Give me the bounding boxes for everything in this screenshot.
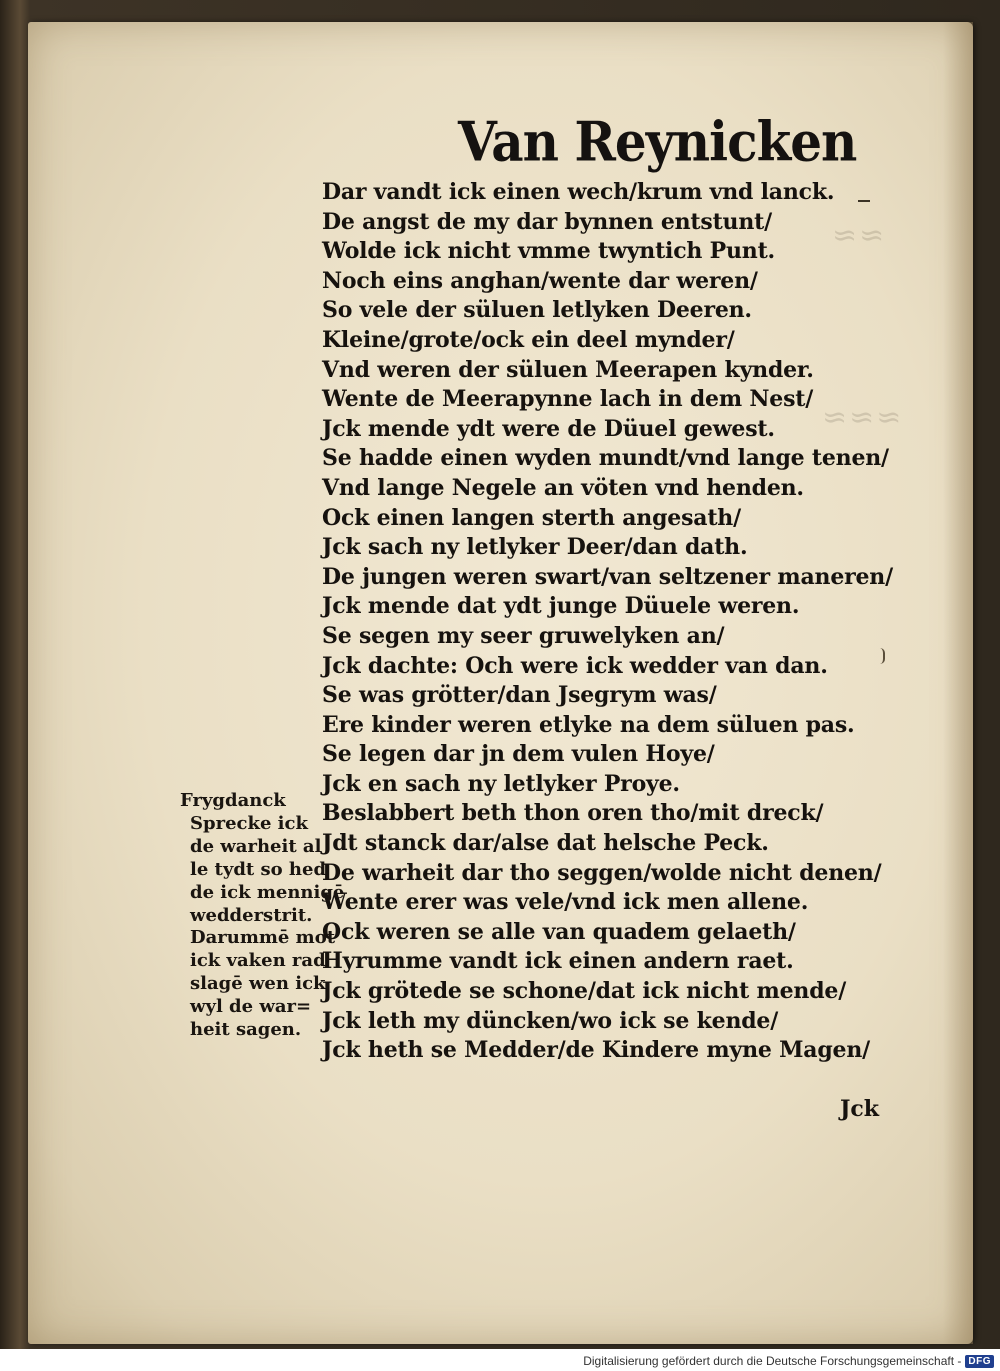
marginal-note-line: wedderstrit. bbox=[190, 904, 313, 926]
verse-line: Ock weren se alle van quadem gelaeth/ bbox=[322, 918, 796, 945]
verse-line: Jck mende ydt were de Düuel gewest. bbox=[322, 415, 775, 442]
footer-credit bbox=[583, 1354, 994, 1368]
dfg-logo-icon: DFG bbox=[965, 1355, 994, 1368]
marginal-note-line: Frygdanck bbox=[180, 790, 286, 811]
verse-line: Wente de Meerapynne lach in dem Nest/ bbox=[322, 386, 814, 413]
verse-line: Jck mende dat ydt junge Düuele weren. bbox=[322, 593, 800, 620]
show-through-ink: ≈≈≈ bbox=[820, 400, 902, 435]
verse-line: Se hadde einen wyden mundt/vnd lange tenen/ bbox=[322, 445, 889, 472]
verse-line: Ere kinder weren etlyke na dem süluen pas. bbox=[322, 711, 855, 738]
verse-line: De jungen weren swart/van seltzener maneren/ bbox=[322, 563, 893, 590]
marginal-note-line: Sprecke ick bbox=[190, 812, 308, 834]
verse-line: Vnd lange Negele an vöten vnd henden. bbox=[322, 474, 804, 501]
verse-line: Hyrumme vandt ick einen andern raet. bbox=[322, 948, 794, 975]
page-shadow-edge bbox=[943, 22, 973, 1344]
verse-line: Noch eins anghan/wente dar weren/ bbox=[322, 267, 758, 294]
verse-line: Se was grötter/dan Jsegrym was/ bbox=[322, 682, 717, 709]
verse-line: Wolde ick nicht vmme twyntich Punt. bbox=[322, 238, 776, 265]
verse-line: Ock einen langen sterth angesath/ bbox=[322, 504, 741, 531]
verse-line: Se segen my seer gruwelyken an/ bbox=[322, 622, 725, 649]
verse-line: Jck en sach ny letlyker Proye. bbox=[322, 770, 680, 797]
verse-block bbox=[322, 178, 922, 1066]
verse-line: De angst de my dar bynnen entstunt/ bbox=[322, 208, 772, 235]
verse-line: Vnd weren der süluen Meerapen kynder. bbox=[322, 356, 814, 383]
verse-line: De warheit dar tho seggen/wolde nicht denen/ bbox=[322, 859, 882, 886]
catchword: Jck bbox=[840, 1096, 880, 1122]
verse-line: Jck grötede se schone/dat ick nicht mende/ bbox=[322, 978, 847, 1005]
marginal-note-line: de warheit al bbox=[190, 835, 322, 857]
verse-line: Wente erer was vele/vnd ick men allene. bbox=[322, 889, 809, 916]
marginal-note-line: le tydt so hed bbox=[190, 858, 327, 880]
marginal-note-line: slagē wen ick bbox=[190, 973, 326, 995]
marginal-note-line: ick vaken rad bbox=[190, 950, 326, 972]
verse-line: Jck leth my düncken/wo ick se kende/ bbox=[322, 1007, 779, 1034]
verse-line: So vele der süluen letlyken Deeren. bbox=[322, 297, 752, 324]
marginal-note bbox=[180, 790, 345, 1042]
footer-bar bbox=[0, 1349, 1000, 1371]
verse-line: Jck heth se Medder/de Kindere myne Magen/ bbox=[322, 1037, 870, 1064]
verse-line: Jdt stanck dar/alse dat helsche Peck. bbox=[322, 830, 769, 857]
marginal-note-line: wyl de war= bbox=[190, 996, 312, 1018]
verse-line: Dar vandt ick einen wech/krum vnd lanck. bbox=[322, 179, 835, 205]
funding-credit-text: Digitalisierung gefördert durch die Deutsche Forschungsgemeinschaft - bbox=[583, 1354, 962, 1368]
verse-line: Kleine/grote/ock ein deel mynder/ bbox=[322, 326, 735, 353]
marginal-note-line: Darummē mot bbox=[190, 927, 336, 949]
marginal-note-line: de ick mennigē bbox=[190, 881, 345, 903]
verse-line: Jck sach ny letlyker Deer/dan dath. bbox=[322, 534, 748, 561]
verse-line: Se legen dar jn dem vulen Hoye/ bbox=[322, 741, 715, 768]
verse-line: Jck dachte: Och were ick wedder van dan. bbox=[322, 652, 828, 679]
running-head: Van Reynicken bbox=[458, 109, 857, 174]
verse-line: Beslabbert beth thon oren tho/mit dreck/ bbox=[322, 800, 824, 827]
marginal-note-line: heit sagen. bbox=[190, 1019, 302, 1041]
show-through-ink: ≈≈ bbox=[830, 218, 885, 253]
